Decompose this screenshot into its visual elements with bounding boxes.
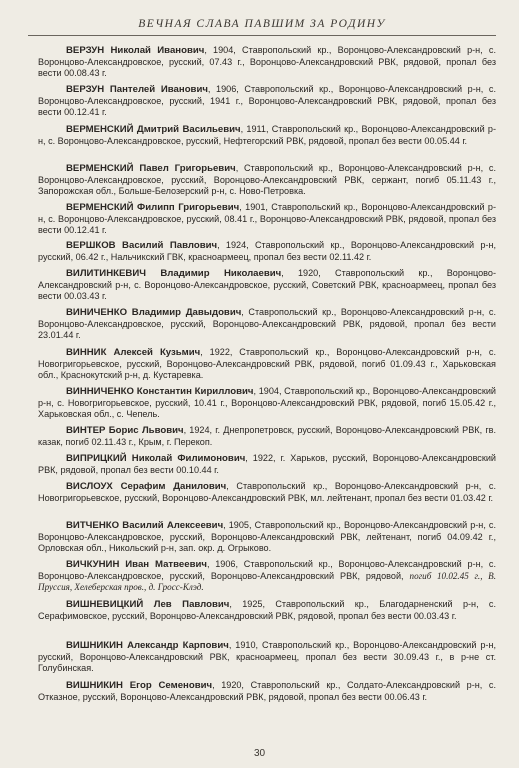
- entry: [38, 268, 496, 301]
- entry-text: , 1922, Ставропольский кр., Воронцово-Александровский р-н, с. Новогригорьевское, русский, Воронцово-Александровский РВК, рядовой, погиб 01.09.43 г., Харьковская обл., Краснокутский р-н, д. Кустаревка.: [38, 347, 496, 380]
- entry-name: ВИШНЕВИЦКИЙ Лев Павлович: [66, 599, 230, 610]
- entry: [38, 559, 496, 592]
- entry: [38, 599, 496, 622]
- entry-name: ВЕРМЕНСКИЙ Павел Григорьевич: [66, 163, 236, 174]
- entry-text: , 1906, Ставропольский кр., Воронцово-Александровский р-н, с. Воронцово-Александровское, русский, Воронцово-Александровский РВК, рядовой,: [38, 559, 496, 581]
- entry-name: ВЕРМЕНСКИЙ Филипп Григорьевич: [66, 202, 240, 213]
- entry-name: ВИЛИТИНКЕВИЧ Владимир Николаевич: [66, 268, 282, 279]
- entry-name: ВЕРЗУН Николай Иванович: [66, 45, 205, 56]
- entry: [38, 124, 496, 147]
- entry-text: , 1924, Ставропольский кр., Воронцово-Александровский р-н, русский, 06.42 г., Нальчикский ГВК, красноармеец, пропал без вести 02.11.42 г.: [38, 240, 496, 262]
- entry-name: ВЕРМЕНСКИЙ Дмитрий Васильевич: [66, 124, 241, 135]
- entry-text: , 1904, Ставропольский кр., Воронцово-Александровский р-н, с. Новогригорьевское, русский, 10.41 г., Воронцово-Александровский РВК, рядовой, погиб 15.05.42 г., Харьковская обл., с. Чепель.: [38, 386, 496, 419]
- entry-name: ВИШНИКИН Александр Карпович: [66, 640, 229, 651]
- entry-name: ВЕРШКОВ Василий Павлович: [66, 240, 218, 251]
- entry-text: , 1905, Ставропольский кр., Воронцово-Александровский р-н, с. Воронцово-Александровское, русский, Воронцово-Александровский РВК, лейтенант, погиб 04.09.42 г., Орловская обл., Никольский р-н, зап. окр. д. Огрыково.: [38, 520, 496, 553]
- entry: [38, 240, 496, 263]
- entry-name: ВИННИК Алексей Кузьмич: [66, 347, 201, 358]
- entry-name: ВИЧКУНИН Иван Матвеевич: [66, 559, 207, 570]
- entry-text: , Ставропольский кр., Воронцово-Александровский р-н, с. Воронцово-Александровское, русский, Воронцово-Александровский РВК, рядовой, пропал без вести 23.01.44 г.: [38, 307, 496, 340]
- entry-name: ВИПРИЦКИЙ Николай Филимонович: [66, 453, 246, 464]
- entry-text: , 1911, Ставропольский кр., Воронцово-Александровский р-н, с. Воронцово-Александровское, русский, Нефтегорский РВК, рядовой, пропал без вести 00.05.44 г.: [38, 124, 496, 146]
- entry-name: ВИНИЧЕНКО Владимир Давыдович: [66, 307, 242, 318]
- entry: [38, 680, 496, 703]
- entry: [38, 453, 496, 476]
- entry: [38, 307, 496, 340]
- entry-name: ВЕРЗУН Пантелей Иванович: [66, 84, 208, 95]
- entry-text: , 1924, г. Днепропетровск, русский, Воронцово-Александровский РВК, гв. казак, погиб 02.11.43 г., Крым, г. Перекоп.: [38, 425, 497, 447]
- entry-text: , 1904, Ставропольский кр., Воронцово-Александровский р-н, с. Воронцово-Александровское, русский, 07.43 г., Воронцово-Александровский РВК, рядовой, пропал без вести 00.08.43 г.: [38, 45, 496, 78]
- entry-name: ВИННИЧЕНКО Константин Кириллович: [66, 386, 254, 397]
- entry-text: , Ставропольский кр., Воронцово-Александровский р-н, с. Новогригорьевское, русский, Воронцово-Александровский РВК, мл. лейтенант, пропал без вести 01.03.42 г.: [38, 481, 496, 503]
- entry-text: , 1925, Ставропольский кр., Благодарненский р-н, с. Серафимовское, русский, Воронцово-Александровский РВК, рядовой, пропал без вести 00.03.43 г.: [38, 599, 496, 621]
- entry: [38, 386, 496, 419]
- entry-name: ВИШНИКИН Егор Семенович: [66, 680, 213, 691]
- entry: [38, 163, 496, 196]
- entry-text: , 1920, Ставропольский кр., Воронцово-Александровский р-н, с. Воронцово-Александровское, русский, Советский РВК, красноармеец, пропал без вести 00.03.43 г.: [38, 268, 496, 301]
- entry: [38, 45, 496, 78]
- entry-text: , Ставропольский кр., Воронцово-Александровский р-н, с. Воронцово-Александровское, русский, Воронцово-Александровский РВК, сержант, погиб 05.11.43 г., Запорожская обл., Больше-Белозерский р-н, с. Ново-Петровка.: [38, 163, 497, 196]
- entry-text: , 1906, Ставропольский кр., Воронцово-Александровский р-н, с. Воронцово-Александровское, русский, 1941 г., Воронцово-Александровский РВК, рядовой, пропал без вести 00.12.41 г.: [38, 84, 496, 117]
- entry-text: , 1910, Ставропольский кр., Воронцово-Александровский р-н, русский, Воронцово-Александровский РВК, красноармеец, пропал без вести 30.09.43 г., в р-не ст. Голубинская.: [38, 640, 496, 673]
- page-number: 30: [253, 748, 266, 759]
- entry: [38, 425, 496, 448]
- entry: [38, 84, 496, 117]
- entry-text: , 1922, г. Харьков, русский, Воронцово-Александровский РВК, рядовой, пропал без вести 00.10.44 г.: [38, 453, 496, 475]
- page-header: ВЕЧНАЯ СЛАВА ПАВШИМ ЗА РОДИНУ: [28, 18, 496, 36]
- entry-name: ВИТЧЕНКО Василий Алексеевич: [66, 520, 224, 531]
- entry: [38, 202, 496, 235]
- entry: [38, 347, 496, 380]
- entry-text: , 1901, Ставропольский кр., Воронцово-Александровский р-н, с. Воронцово-Александровское, русский, 08.41 г., Воронцово-Александровский РВК, рядовой, пропал без вести 00.12.41 г.: [38, 202, 497, 235]
- entry-name: ВИНТЕР Борис Львович: [66, 425, 184, 436]
- entry-name: ВИСЛОУХ Серафим Данилович: [66, 481, 227, 492]
- entry-text: , 1920, Ставропольский кр., Солдато-Александровский р-н, с. Отказное, русский, Воронцово-Александровский РВК, рядовой, пропал без вести 00.06.43 г.: [38, 680, 496, 702]
- entry: [38, 640, 496, 673]
- entry: [38, 520, 496, 553]
- entry-handwritten-note: погиб 10.02.45 г., В. Пруссия, Хелеберская пров., д. Гросс-Клэд.: [38, 570, 497, 592]
- entry: [38, 481, 496, 504]
